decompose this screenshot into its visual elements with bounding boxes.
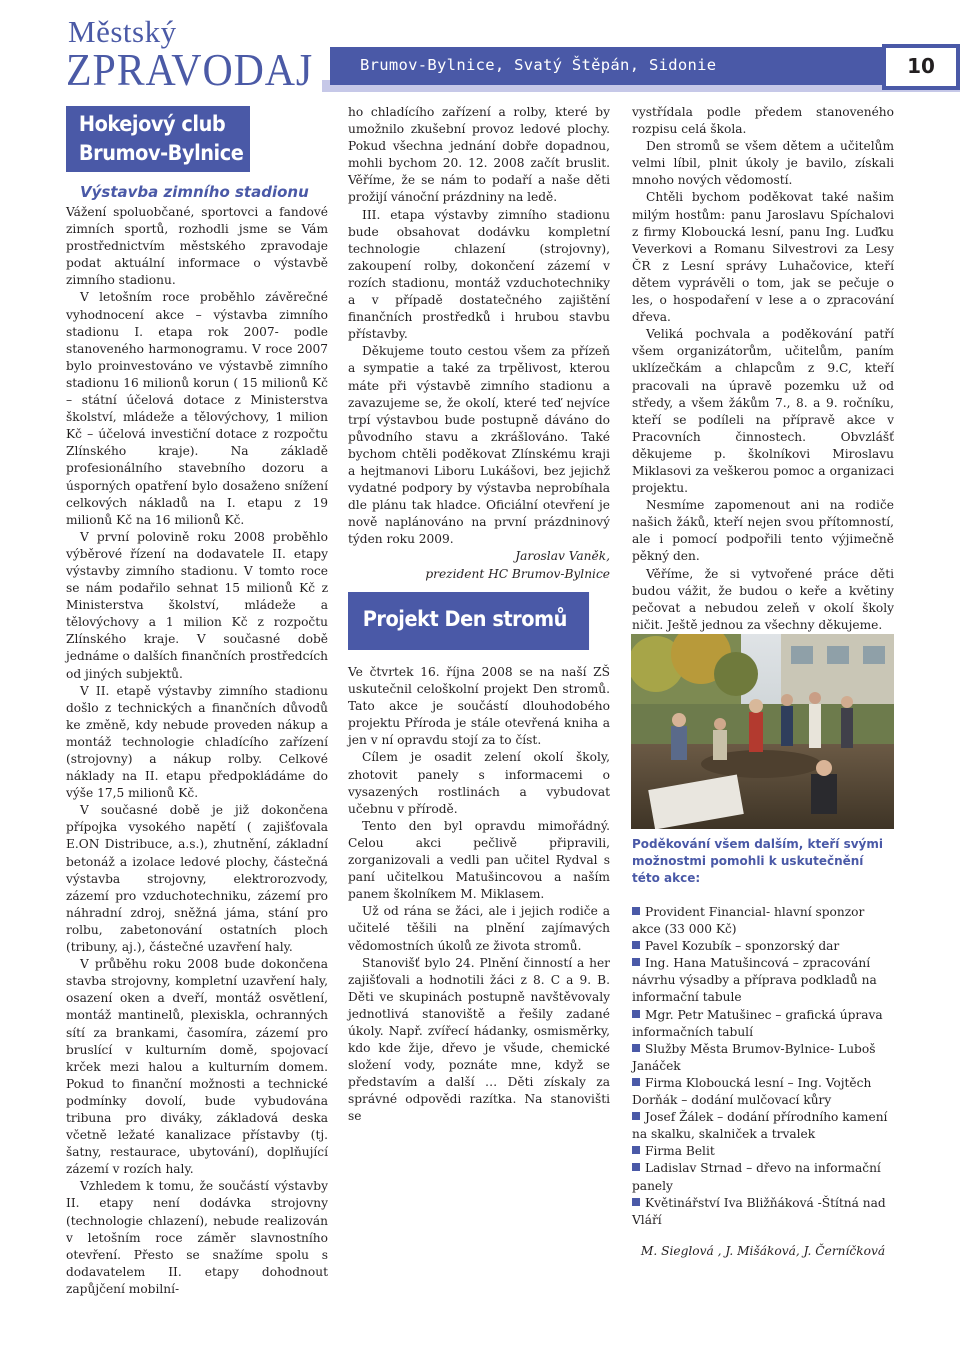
paragraph: V průběhu roku 2008 bude dokončena stavba strojovny, kompletní uzavření haly, osazení oken a dveří, montáž osvětlení, montáž mantinelů, plexiskla, ochranných sítí za brankami, časomíra, zázemí pro bruslící v kulturním domě, spojovací krček mezi halou a kulturním domem. Pokud to finanční možnosti a technické podmínky dovolí, bude vybudována tribuna pro diváky, základová deska včetně ležaté kanalizace přístavby (tj. šatny, restaurace, ubytování), doplňující zázemí v rozích haly. [66, 957, 328, 1177]
list-item: Pavel Kozubík – sponzorský dar [632, 938, 894, 955]
paragraph: Vážení spoluobčané, sportovci a fandové zimních sportů, rozhodli jsme se Vám prostřednictvím městského zpravodaje podat aktuální informace o výstavbě zimního stadionu. [66, 205, 328, 288]
bullet-icon [632, 1044, 640, 1052]
list-item: Firma Belit [632, 1143, 894, 1160]
list-item: Firma Kloboucká lesní – Ing. Vojtěch Dorňák – dodání mulčovací kůry [632, 1075, 872, 1108]
paragraph: Den stromů se všem dětem a učitelům velmi líbil, plnit úkoly je bavilo, získali mnoho nových vědomostí. [632, 139, 894, 188]
column-3-text [632, 104, 894, 634]
paragraph: V první polovině roku 2008 proběhlo výběrové řízení na dodavatele II. etapy výstavby zimního stadionu. V tomto roce se nám podařilo sehnat 15 milionů Kč z Ministerstva školství, mládeže a tělovýchovy a 1 milion Kč z rozpočtu Zlínského kraje. V současné době jednáme o dalších finančních prostředcích od jiných subjektů. [66, 529, 329, 681]
paragraph: Tento den byl opravdu mimořádný. Celou akci pečlivě připravili, zorganizovali a vedli pan učitel Rydval s paní učitelkou Matušincovou a naším panem školníkem M. Miklasem. [348, 818, 610, 902]
photo-illustration [631, 634, 894, 829]
list-item: Provident Financial- hlavní sponzor akce (33 000 Kč) [632, 905, 865, 937]
authors-signature: M. Sieglová , J. Mišáková, J. Černíčková [640, 1243, 886, 1258]
bullet-icon [632, 907, 640, 915]
bullet-icon [632, 1112, 640, 1120]
list-item: Služby Města Brumov-Bylnice- Luboš Janáček [632, 1041, 876, 1073]
paragraph: V II. etapě výstavby zimního stadionu došlo z technických a finančních důvodů ke změně, kdy nebude proveden nákup a montáž technologie chladícího zařízení (strojovny) a nákup rolby. Celkové náklady na II. etapu předpokládáme do výše 17,5 milionů Kč. [66, 683, 328, 801]
paragraph: Cílem je osadit zelení okolí školy, zhotovit panely s informacemi o vysazených rostlinách a vybudovat učebnu v přírodě. [348, 750, 610, 816]
page-number: 10 [907, 54, 935, 78]
paragraph: Už od rána se žáci, ale i jejich rodiče a učitelé těšili na plnění zajímavých vědomostních úkolů ze života stromů. [348, 904, 610, 953]
list-item: Ing. Hana Matušincová – zpracování návrhu výsadby a příprava podkladů na informační tabule [632, 956, 877, 1005]
section-heading-stadium: Výstavba zimního stadionu [80, 183, 309, 201]
paragraph: V současné době je již dokončena přípojka vysokého napětí ( zajišťovala E.ON Distribuce, a.s.), zhutnění, základní betonáž a izolace ledové plochy, částečná výstavba strojovny, elektrorozvody, zázemí pro vzduchotechniku, zázemí pro náhradní zdroj, sněžná jáma, stání pro rolbu, zabetonování ostatních ploch (tribuny, aj.), částečné uzavření haly. [66, 803, 328, 955]
bullet-icon [632, 958, 640, 966]
bullet-icon [632, 1163, 640, 1171]
list-item: Ladislav Strnad – dřevo na informační panely [632, 1161, 881, 1193]
masthead-line1: Městský [68, 14, 177, 49]
masthead-logo [66, 14, 314, 95]
bullet-icon [632, 1198, 640, 1206]
paragraph: Vzhledem k tomu, že součástí výstavby II. etapy není dodávka strojovny (technologie chlazení), nebude realizován v letošním roce záměr slavnostního otevření. Přesto se snažíme spolu s dodavatelem II. etapy dohodnout zapůjčení mobilní- [66, 1179, 328, 1296]
paragraph: ho chladícího zařízení a rolby, které by umožnilo zkušební provoz ledové plochy. Pokud všechna jednání dobře dopadnou, mohli bychom 20. 12. 2008 začít bruslit. Věříme, že se nám to podaří a naše děti prožijí vánoční prázdniny na ledě. [348, 105, 610, 205]
issue-title: Brumov-Bylnice, Svatý Štěpán, Sidonie [360, 56, 717, 74]
column-1 [66, 204, 328, 1298]
bullet-icon [632, 1010, 640, 1018]
paragraph: Ve čtvrtek 16. října 2008 se na naší ZŠ uskutečnil celoškolní projekt Den stromů. Tato akce je součástí dlouhodobého projektu Příroda je stále otevřená kniha a jen v ní opravdu stojí za to číst. [348, 665, 610, 748]
paragraph: Stanovišť bylo 24. Plnění činností a her zajišťovali a hodnotili žáci z 8. C a 9. B. Děti ve skupinách postupně navštěvovaly jednotlivá stanoviště a řešily zadané úkoly. Např. zvířecí hádanky, osmisměrky, kdo kde žije, dřevo je všude, chemické složení vody, poznáte mne, když se představím a další … Děti získaly za správné odpovědi razítka. Na stanovišti se [348, 955, 610, 1124]
photo-tree-planting [631, 634, 894, 829]
paragraph: Nesmíme zapomenout ani na rodiče našich žáků, kteří nejen svou přítomností, ale i pomocí podpořili tento výjimečně pěkný den. [632, 498, 894, 564]
column-2-trees [348, 664, 610, 1126]
hockey-box-title [66, 106, 250, 172]
paragraph: III. etapa výstavby zimního stadionu bude obsahovat dodávku kompletní technologie chlazení (strojovny), zakoupení rolby, dokončení zázemí v rozích stadionu, montáž vzduchotechniky a v případě dostatečného zajištění finančních prostředků i hrubou stavbu přístavby. [348, 207, 610, 342]
bullet-icon [632, 1146, 640, 1154]
paragraph: Věříme, že si vytvořené práce děti budou vážit, že budou o keře a květiny pečovat a nebudou zeleň v okolí školy ničit. Ještě jednou za všechny děkujeme. [632, 566, 894, 632]
masthead-line2: ZPRAVODAJ [66, 45, 314, 95]
paragraph: V letošním roce proběhlo závěrečné vyhodnocení akce – výstavba zimního stadionu I. etapa rok 2007- podle stanoveného harmonogramu. V roce 2007 bylo proinvestováno ve výstavbě zimního stadionu 16 milionů korun ( 15 milionů Kč – státní účelová dotace z Ministerstva školství, mládeže a tělovýchovy, 1 milion Kč – účelová investiční dotace z rozpočtu Zlínského kraje). Na základě profesionálního stavebního dozoru a úsporných opatření bylo dosaženo snížení celkových nákladů na I. etapu z 19 milionů Kč na 16 milionů Kč. [66, 290, 328, 527]
paragraph: Děkujeme touto cestou všem za přízeň a sympatie a také za trpělivost, kterou máte při výstavbě zimního stadionu a zavazujeme se, že okolí, které teď nejvíce trpí výstavbou bude postupně dáváno do původního stavu a zkrášlováno. Také bychom chtěli poděkovat Zlínskému kraji a hejtmanovi Liboru Lukášovi, bez jejichž vydatné podpory by výstavba neprobíhala dle plánu tak hladce. Oficiální otevření je nově naplánováno na první prázdninový týden roku 2009. [348, 344, 610, 547]
page-number-box [882, 44, 960, 90]
list-item: Mgr. Petr Matušinec – grafická úprava informačních tabulí [632, 1007, 883, 1039]
signature-name: Jaroslav Vaněk, [515, 549, 610, 564]
thanks-heading: Poděkování všem dalším, kteří svými možnostmi pomohli k uskutečnění této akce: [632, 837, 883, 885]
column-2-hockey [348, 104, 610, 583]
bullet-icon [632, 941, 640, 949]
list-item: Květinářství Iva Bližňáková -Štítná nad Vláří [632, 1195, 886, 1227]
sponsor-list [632, 904, 894, 1229]
list-item: Josef Žálek – dodání přírodního kamení na skalku, skalniček a trvalek [632, 1110, 888, 1142]
paragraph: Chtěli bychom poděkovat také našim milým hostům: panu Jaroslavu Spíchalovi z firmy Kloboucká lesní, panu Ing. Luďku Veverkovi a Romanu Silvestrovi za Lesy ČR z Lesní správy Luhačovice, kteří dětem vyprávěli o tom, jak se pečuje o les, o hospodaření v lese a o zpracování dřeva. [632, 190, 894, 325]
bullet-icon [632, 1078, 640, 1086]
hockey-title-line1: Hokejový club [78, 112, 226, 136]
header-bar [330, 47, 960, 85]
trees-box-title [348, 592, 589, 650]
paragraph: vystřídala podle předem stanoveného rozpisu celá škola. [632, 105, 894, 137]
trees-title: Projekt Den stromů [362, 607, 567, 631]
paragraph: Veliká pochvala a poděkování patří všem organizátorům, učitelům, paním uklízečkám a chlapcům z 9.C, kteří pracovali na úpravě pozemku už od středy, a všem žákům 7., 8. a 9. ročníku, kteří se podíleli na přípravě akce v Pracovních činnostech. Obvzlášť děkujeme p. školníkovi Miroslavu Miklasovi za veškerou pomoc a organizaci projektu. [632, 327, 894, 496]
column-3-thanks [632, 836, 894, 1260]
hockey-title-line2: Brumov-Bylnice [78, 141, 244, 165]
signature-role: prezident HC Brumov-Bylnice [425, 566, 610, 581]
